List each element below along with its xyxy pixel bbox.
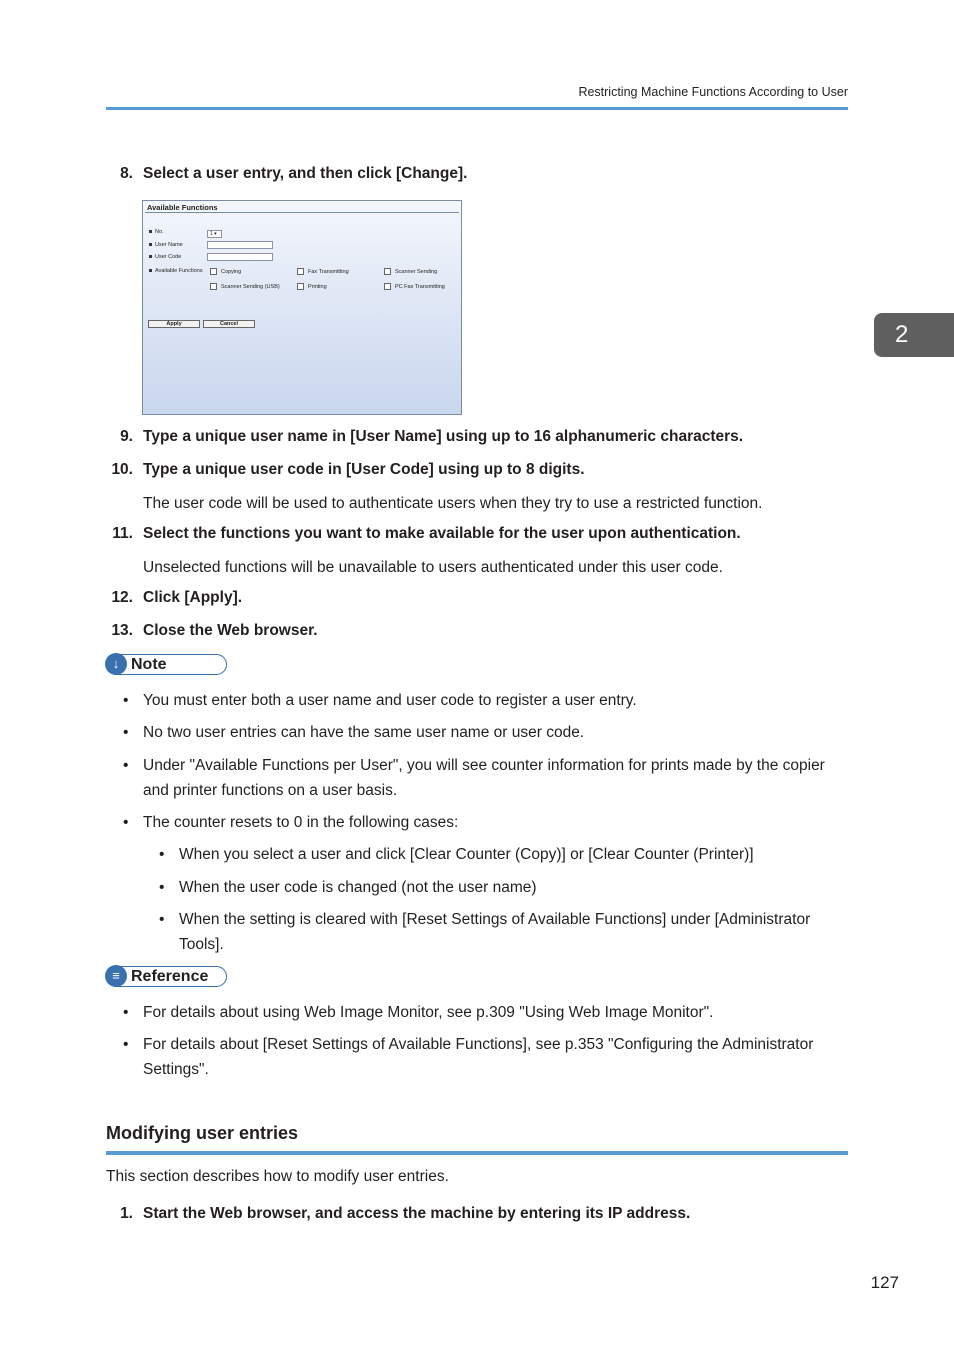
note-subitem: • When the user code is changed (not the user name) bbox=[159, 879, 537, 896]
step-10-description: The user code will be used to authenticate users when they try to use a restricted function. bbox=[143, 495, 763, 512]
note-item-text: No two user entries can have the same user name or user code. bbox=[143, 724, 585, 741]
no-label: No. bbox=[149, 229, 164, 235]
available-functions-screenshot bbox=[142, 200, 462, 415]
note-item-text: The counter resets to 0 in the following cases: bbox=[143, 814, 459, 831]
step-number: 13. bbox=[111, 622, 133, 639]
note-item: • Under "Available Functions per User", you will see counter information for prints made by the copier and printer functions on a user basis. bbox=[123, 757, 825, 799]
step-text: Close the Web browser. bbox=[143, 622, 318, 639]
step-number: 12. bbox=[111, 589, 133, 606]
note-item: • You must enter both a user name and user code to register a user entry. bbox=[123, 692, 637, 709]
note-subitem: • When you select a user and click [Clear Counter (Copy)] or [Clear Counter (Printer)] bbox=[159, 846, 754, 863]
section-intro: This section describes how to modify user entries. bbox=[106, 1168, 449, 1185]
step-number: 8. bbox=[120, 165, 133, 182]
checkbox-scanner-sending-usb[interactable]: Scanner Sending (USB) bbox=[210, 283, 280, 290]
cancel-button[interactable]: Cancel bbox=[203, 320, 255, 328]
user-code-field[interactable] bbox=[207, 253, 273, 261]
step-text: Type a unique user name in [User Name] using up to 16 alphanumeric characters. bbox=[143, 428, 744, 445]
note-subitem: • When the setting is cleared with [Reset Settings of Available Functions] under [Administrator Tools]. bbox=[159, 911, 811, 953]
screenshot-title-rule bbox=[145, 212, 459, 213]
note-item: • No two user entries can have the same user name or user code. bbox=[123, 724, 585, 741]
step-text: Select a user entry, and then click [Change]. bbox=[143, 165, 468, 182]
step-text: Type a unique user code in [User Code] using up to 8 digits. bbox=[143, 461, 585, 478]
step-number: 9. bbox=[120, 428, 133, 445]
chapter-tab: 2 bbox=[874, 313, 954, 357]
screenshot-title: Available Functions bbox=[147, 203, 218, 212]
step-text: Start the Web browser, and access the machine by entering its IP address. bbox=[143, 1205, 691, 1222]
note-label-text: Note bbox=[131, 656, 167, 673]
note-item-text: You must enter both a user name and user code to register a user entry. bbox=[143, 692, 637, 709]
reference-item-text: For details about [Reset Settings of Available Functions], see p.353 "Configuring the Administrator Settings". bbox=[143, 1036, 814, 1078]
section-rule bbox=[106, 1151, 848, 1155]
note-item-text: Under "Available Functions per User", you will see counter information for prints made by the copier and printer functions on a user basis. bbox=[143, 757, 825, 799]
no-value: 1 bbox=[210, 231, 213, 237]
step-11-description: Unselected functions will be unavailable to users authenticated under this user code. bbox=[143, 559, 723, 576]
note-subitem-text: When the setting is cleared with [Reset Settings of Available Functions] under [Administrator Tools]. bbox=[179, 911, 811, 953]
step-9 bbox=[120, 428, 744, 446]
user-name-field[interactable] bbox=[207, 241, 273, 249]
note-subitem-text: When you select a user and click [Clear Counter (Copy)] or [Clear Counter (Printer)] bbox=[179, 846, 754, 863]
reference-item-text: For details about using Web Image Monitor, see p.309 "Using Web Image Monitor". bbox=[143, 1004, 714, 1021]
step-text: Select the functions you want to make available for the user upon authentication. bbox=[143, 525, 741, 542]
reference-label bbox=[106, 966, 227, 987]
note-label bbox=[106, 654, 227, 675]
no-select[interactable]: 1 ▾ bbox=[207, 230, 222, 238]
section-title: Modifying user entries bbox=[106, 1123, 299, 1143]
step-number: 1. bbox=[120, 1205, 133, 1222]
step-number: 11. bbox=[112, 525, 133, 542]
step-10 bbox=[111, 461, 585, 479]
reference-item: • For details about using Web Image Monitor, see p.309 "Using Web Image Monitor". bbox=[123, 1004, 714, 1021]
step-12 bbox=[111, 589, 243, 607]
checkbox-printing[interactable]: Printing bbox=[297, 283, 327, 290]
page-number: 127 bbox=[870, 1273, 899, 1292]
reference-label-text: Reference bbox=[131, 968, 209, 985]
header-rule bbox=[106, 107, 848, 110]
running-header: Restricting Machine Functions According to User bbox=[578, 85, 848, 99]
available-functions-label: Available Functions bbox=[149, 268, 203, 274]
user-name-label: User Name bbox=[149, 242, 183, 248]
step-11 bbox=[112, 525, 741, 543]
section-step-1 bbox=[120, 1205, 691, 1223]
step-number: 10. bbox=[111, 461, 133, 478]
checkbox-copying[interactable]: Copying bbox=[210, 268, 241, 275]
checkbox-scanner-sending[interactable]: Scanner Sending bbox=[384, 268, 437, 275]
arrow-down-icon: ↓ bbox=[105, 653, 127, 675]
note-subitem-text: When the user code is changed (not the user name) bbox=[179, 879, 537, 896]
apply-button[interactable]: Apply bbox=[148, 320, 200, 328]
user-code-label: User Code bbox=[149, 254, 181, 260]
step-13 bbox=[111, 622, 318, 640]
document-icon: ≡ bbox=[105, 965, 127, 987]
checkbox-pc-fax-transmitting[interactable]: PC Fax Transmitting bbox=[384, 283, 445, 290]
step-text: Click [Apply]. bbox=[143, 589, 243, 606]
note-item: • The counter resets to 0 in the following cases: bbox=[123, 814, 459, 831]
checkbox-fax-transmitting[interactable]: Fax Transmitting bbox=[297, 268, 349, 275]
reference-item: • For details about [Reset Settings of Available Functions], see p.353 "Configuring the Administrator Settings". bbox=[123, 1036, 814, 1078]
step-8 bbox=[120, 165, 468, 183]
